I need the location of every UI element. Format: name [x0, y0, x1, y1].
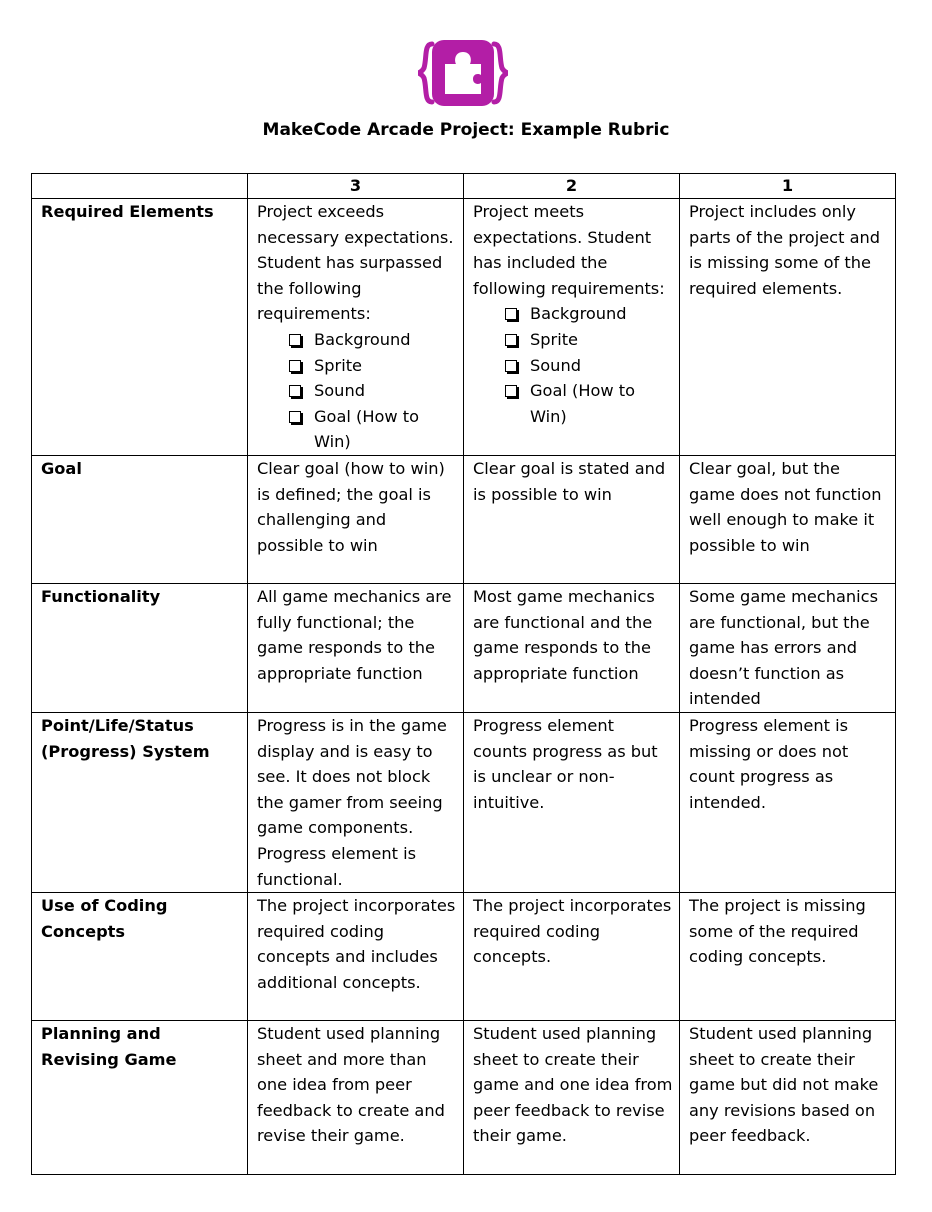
score-2-cell: The project incorporates required coding concepts. [464, 893, 680, 1021]
score-1-cell: Project includes only parts of the project and is missing some of the required elements. [680, 199, 896, 456]
checklist-item [503, 353, 673, 379]
score-3-cell: Progress is in the game display and is easy to see. It does not block the gamer from seeing game components. Progress element is functional. [248, 712, 464, 892]
score-2-cell: Clear goal is stated and is possible to win [464, 455, 680, 583]
score-3-cell: All game mechanics are fully functional; the game responds to the appropriate function [248, 583, 464, 712]
criterion-cell: Functionality [32, 583, 248, 712]
header-score-1: 1 [680, 174, 896, 199]
criterion-cell: Use of Coding Concepts [32, 893, 248, 1021]
checkbox-icon [505, 308, 517, 320]
checkbox-icon [289, 385, 301, 397]
score-1-cell: Some game mechanics are functional, but the game has errors and doesn’t function as intended [680, 583, 896, 712]
checklist-item-label: Background [314, 329, 411, 349]
header-score-3: 3 [248, 174, 464, 199]
criterion-cell: Goal [32, 455, 248, 583]
table-row [32, 1021, 896, 1175]
score-3-cell [248, 199, 464, 456]
rubric-table [31, 173, 896, 1175]
checklist-item-label: Sprite [530, 329, 579, 349]
criterion-cell: Required Elements [32, 199, 248, 456]
checkbox-icon [289, 334, 301, 346]
score-3-cell: Student used planning sheet and more than one idea from peer feedback to create and revise their game. [248, 1021, 464, 1175]
score-2-cell: Most game mechanics are functional and the game responds to the appropriate function [464, 583, 680, 712]
checklist-item [503, 378, 673, 429]
checklist-item-label: Sound [530, 355, 581, 375]
checklist-item [503, 327, 673, 353]
checkbox-icon [505, 385, 517, 397]
checklist-item [287, 327, 457, 353]
score-2-cell: Student used planning sheet to create their game and one idea from peer feedback to revise their game. [464, 1021, 680, 1175]
header-blank-cell [32, 174, 248, 199]
table-row [32, 199, 896, 456]
table-row [32, 455, 896, 583]
checkbox-icon [289, 411, 301, 423]
score-3-cell: The project incorporates required coding concepts and includes additional concepts. [248, 893, 464, 1021]
table-row [32, 583, 896, 712]
score-1-cell: Clear goal, but the game does not function well enough to make it possible to win [680, 455, 896, 583]
checkbox-icon [505, 360, 517, 372]
checklist-item-label: Goal (How to Win) [314, 406, 420, 452]
checklist-item [503, 301, 673, 327]
document-title: MakeCode Arcade Project: Example Rubric [262, 120, 670, 140]
checklist-item-label: Sound [314, 381, 365, 401]
cell-text: Project exceeds necessary expectations. Student has surpassed the following requirements: [257, 202, 454, 324]
score-1-cell: The project is missing some of the required coding concepts. [680, 893, 896, 1021]
checklist-item [287, 353, 457, 379]
makecode-logo-icon [418, 38, 508, 108]
score-3-cell: Clear goal (how to win) is defined; the goal is challenging and possible to win [248, 455, 464, 583]
score-2-cell [464, 199, 680, 456]
checklist-item [287, 378, 457, 404]
checklist-item-label: Background [530, 304, 627, 324]
table-row [32, 893, 896, 1021]
requirements-checklist [257, 327, 457, 455]
checkbox-icon [289, 360, 301, 372]
cell-text: Project meets expectations. Student has included the following requirements: [473, 202, 665, 298]
criterion-cell: Point/Life/Status (Progress) System [32, 712, 248, 892]
header-row [32, 174, 896, 199]
criterion-cell: Planning and Revising Game [32, 1021, 248, 1175]
score-1-cell: Student used planning sheet to create their game but did not make any revisions based on peer feedback. [680, 1021, 896, 1175]
checklist-item [287, 404, 457, 455]
checklist-item-label: Sprite [314, 355, 363, 375]
table-row [32, 712, 896, 892]
header-score-2: 2 [464, 174, 680, 199]
checklist-item-label: Goal (How to Win) [530, 381, 636, 426]
requirements-checklist [473, 301, 673, 429]
score-2-cell: Progress element counts progress as but is unclear or non-intuitive. [464, 712, 680, 892]
checkbox-icon [505, 334, 517, 346]
score-1-cell: Progress element is missing or does not count progress as intended. [680, 712, 896, 892]
